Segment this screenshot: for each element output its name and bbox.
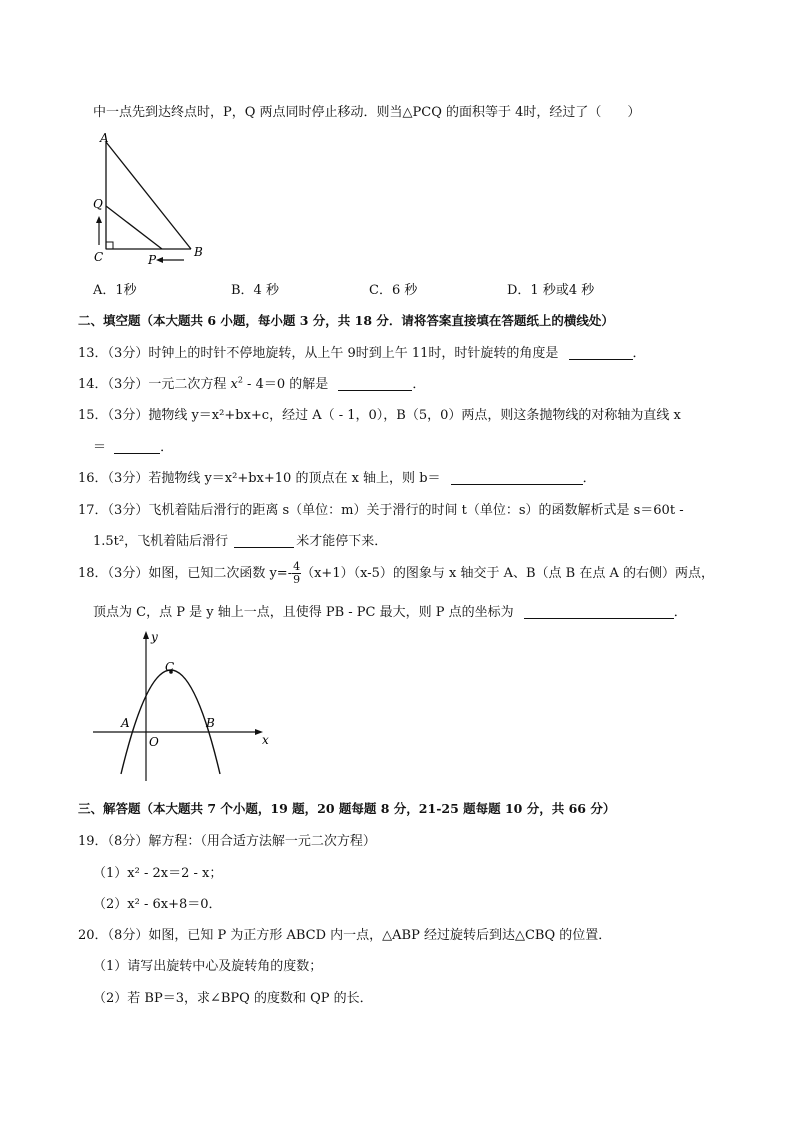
answer-blank [338, 376, 412, 391]
question-text: 一元二次方程 [148, 377, 231, 392]
question-14 [78, 373, 425, 392]
label-B: B [206, 716, 215, 730]
question-text: 解方程：（用合适方法解一元二次方程） [148, 834, 376, 849]
question-19-part2: （2）x² - 6x+8＝0． [93, 897, 222, 912]
question-number: 13．（3分） [78, 346, 149, 361]
question-text: 飞机着陆后滑行的距离 s（单位：m）关于滑行的时间 t（单位：s）的函数解析式是 s＝60t - [148, 503, 684, 518]
label-C: C [94, 250, 104, 264]
question-text: 如图，已知二次函数 y=- [148, 566, 293, 582]
question-number: 20．（8分） [78, 928, 149, 943]
fraction [292, 561, 301, 586]
question-16 [78, 467, 596, 486]
question-15-line2 [93, 436, 173, 455]
section-heading-solve: 三、解答题（本大题共 7 个小题，19 题，20 题每题 8 分，21-25 题每题 10 分，共 66 分） [78, 801, 616, 816]
math-var: x [230, 377, 238, 392]
fraction-numerator: 4 [293, 560, 301, 573]
question-text-2: - 4＝0 的解是 [242, 377, 329, 392]
question-13 [78, 342, 646, 361]
question-number: 16．（3分） [78, 471, 149, 486]
q12-triangle-figure [86, 128, 216, 270]
q18-parabola-figure [88, 626, 278, 786]
right-angle-mark [106, 242, 113, 249]
question-17 [78, 499, 684, 518]
question-text-3: 米才能停下来． [296, 534, 388, 549]
end-mark: ． [412, 377, 426, 392]
section-heading-fill-in: 二、填空题（本大题共 6 小题，每小题 3 分，共 18 分．请将答案直接填在答题纸上的横线处） [78, 313, 614, 328]
label-C: C [165, 660, 175, 674]
option-b: B．4 秒 [231, 283, 279, 298]
label-y: y [151, 630, 158, 644]
answer-blank [524, 604, 674, 619]
question-number: 17．（3分） [78, 503, 149, 518]
question-18-line2 [93, 601, 687, 620]
label-B: B [194, 245, 203, 259]
label-x: x [262, 733, 269, 747]
answer-blank [234, 533, 294, 548]
question-text: 抛物线 y＝x²+bx+c，经过 A（ - 1，0），B（5，0）两点，则这条抛物线的对称轴为直线 x [148, 408, 681, 423]
question-19-part1: （1）x² - 2x＝2 - x； [93, 866, 223, 881]
question-18 [78, 561, 714, 586]
question-number: 19．（8分） [78, 834, 149, 849]
end-mark: ． [160, 440, 174, 455]
question-text-3: 顶点为 C，点 P 是 y 轴上一点，且使得 PB - PC 最大，则 P 点的坐标为 [93, 605, 514, 620]
arrowhead-left-icon [156, 257, 163, 263]
answer-blank [114, 439, 160, 454]
option-c: C．6 秒 [369, 283, 418, 298]
question-20-part2: （2）若 BP＝3，求∠BPQ 的度数和 QP 的长． [93, 991, 373, 1006]
arrowhead-up-icon [96, 216, 102, 223]
y-axis-arrowhead-icon [143, 631, 149, 639]
question-number: 15．（3分） [78, 408, 149, 423]
end-mark: ． [673, 605, 687, 620]
segment-AB [106, 142, 191, 249]
label-A: A [121, 716, 130, 730]
q12-options [93, 279, 594, 298]
question-number: 18．（3分） [78, 566, 149, 582]
fraction-denominator: 9 [293, 573, 301, 587]
option-d: D．1 秒或4 秒 [507, 283, 595, 298]
question-20 [78, 924, 611, 943]
label-A: A [100, 131, 109, 145]
equals-sign: ＝ [93, 440, 107, 455]
question-text: 时钟上的时针不停地旋转，从上午 9时到上午 11时，时针旋转的角度是 [148, 346, 559, 361]
end-mark: ． [632, 346, 646, 361]
question-text-2: （x+1）（x-5）的图象与 x 轴交于 A、B（点 B 在点 A 的右侧）两点， [301, 566, 714, 582]
question-17-line2 [93, 530, 387, 549]
question-15 [78, 404, 681, 423]
answer-blank [569, 345, 633, 360]
question-text-2: 1.5t²，飞机着陆后滑行 [93, 534, 229, 549]
question-19 [78, 830, 376, 849]
answer-blank [451, 470, 583, 485]
question-number: 14．（3分） [78, 377, 149, 392]
segment-QP [106, 206, 162, 249]
q12-stem-continuation: 中一点先到达终点时，P，Q 两点同时停止移动．则当△PCQ 的面积等于 4时，经过了（ ） [93, 105, 641, 120]
label-O: O [149, 735, 159, 749]
question-text: 若抛物线 y＝x²+bx+10 的顶点在 x 轴上，则 b＝ [148, 471, 441, 486]
end-mark: ． [582, 471, 596, 486]
label-P: P [148, 253, 157, 267]
exponent: 2 [237, 375, 243, 385]
label-Q: Q [93, 197, 103, 211]
option-a: A．1秒 [93, 283, 137, 298]
question-text: 如图，已知 P 为正方形 ABCD 内一点，△ABP 经过旋转后到达△CBQ 的位置． [148, 928, 612, 943]
question-20-part1: （1）请写出旋转中心及旋转角的度数； [93, 959, 323, 974]
